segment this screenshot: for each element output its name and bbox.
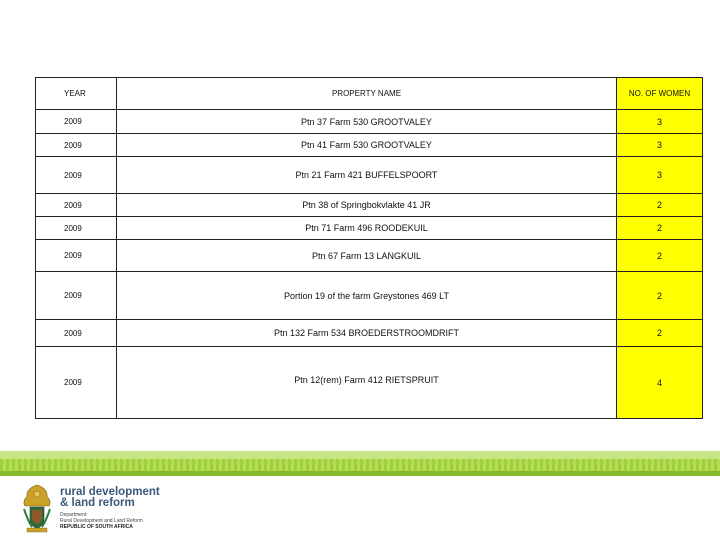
table-row [36,194,703,217]
cell-women: 4 [617,347,703,419]
table-row [36,347,703,419]
table-row [36,157,703,194]
table-row [36,110,703,134]
footer-stripe [0,451,720,476]
logo-subtitle [60,512,180,530]
header-no-of-women: NO. OF WOMEN [617,78,703,110]
logo-title-line-1: rural development [60,486,160,498]
cell-year: 2009 [36,157,117,194]
cell-property-name: Ptn 38 of Springbokvlakte 41 JR [117,194,617,217]
logo-sub-line-2: Rural Development and Land Reform [60,518,143,524]
property-table-container [35,77,700,419]
cell-property-name: Ptn 71 Farm 496 ROODEKUIL [117,217,617,240]
cell-women: 2 [617,272,703,320]
cell-year: 2009 [36,320,117,347]
table-row [36,134,703,157]
cell-women: 2 [617,217,703,240]
cell-property-name: Ptn 132 Farm 534 BROEDERSTROOMDRIFT [117,320,617,347]
table-row [36,272,703,320]
cell-women: 3 [617,157,703,194]
table-row [36,217,703,240]
cell-women: 3 [617,134,703,157]
cell-property-name: Ptn 41 Farm 530 GROOTVALEY [117,134,617,157]
cell-year: 2009 [36,194,117,217]
coat-of-arms-icon [20,483,54,533]
cell-year: 2009 [36,347,117,419]
cell-property-name: Ptn 67 Farm 13 LANGKUIL [117,240,617,272]
header-year: YEAR [36,78,117,110]
cell-year: 2009 [36,240,117,272]
cell-year: 2009 [36,110,117,134]
cell-property-name: Ptn 21 Farm 421 BUFFELSPOORT [117,157,617,194]
cell-women: 2 [617,320,703,347]
cell-year: 2009 [36,217,117,240]
cell-women: 2 [617,240,703,272]
header-property-name: PROPERTY NAME [117,78,617,110]
logo-sub-line-3: REPUBLIC OF SOUTH AFRICA [60,524,133,530]
table-header-row [36,78,703,110]
cell-property-name: Portion 19 of the farm Greystones 469 LT [117,272,617,320]
department-logo [20,483,200,535]
table-row [36,240,703,272]
cell-women: 3 [617,110,703,134]
cell-property-name: Ptn 12(rem) Farm 412 RIETSPRUIT [117,347,617,419]
logo-text [60,487,180,530]
property-table [35,77,703,419]
cell-year: 2009 [36,134,117,157]
cell-year: 2009 [36,272,117,320]
logo-sub-line-1: Department: [60,512,88,518]
logo-title-line-2: & land reform [60,497,135,509]
table-row [36,320,703,347]
cell-women: 2 [617,194,703,217]
cell-property-name: Ptn 37 Farm 530 GROOTVALEY [117,110,617,134]
